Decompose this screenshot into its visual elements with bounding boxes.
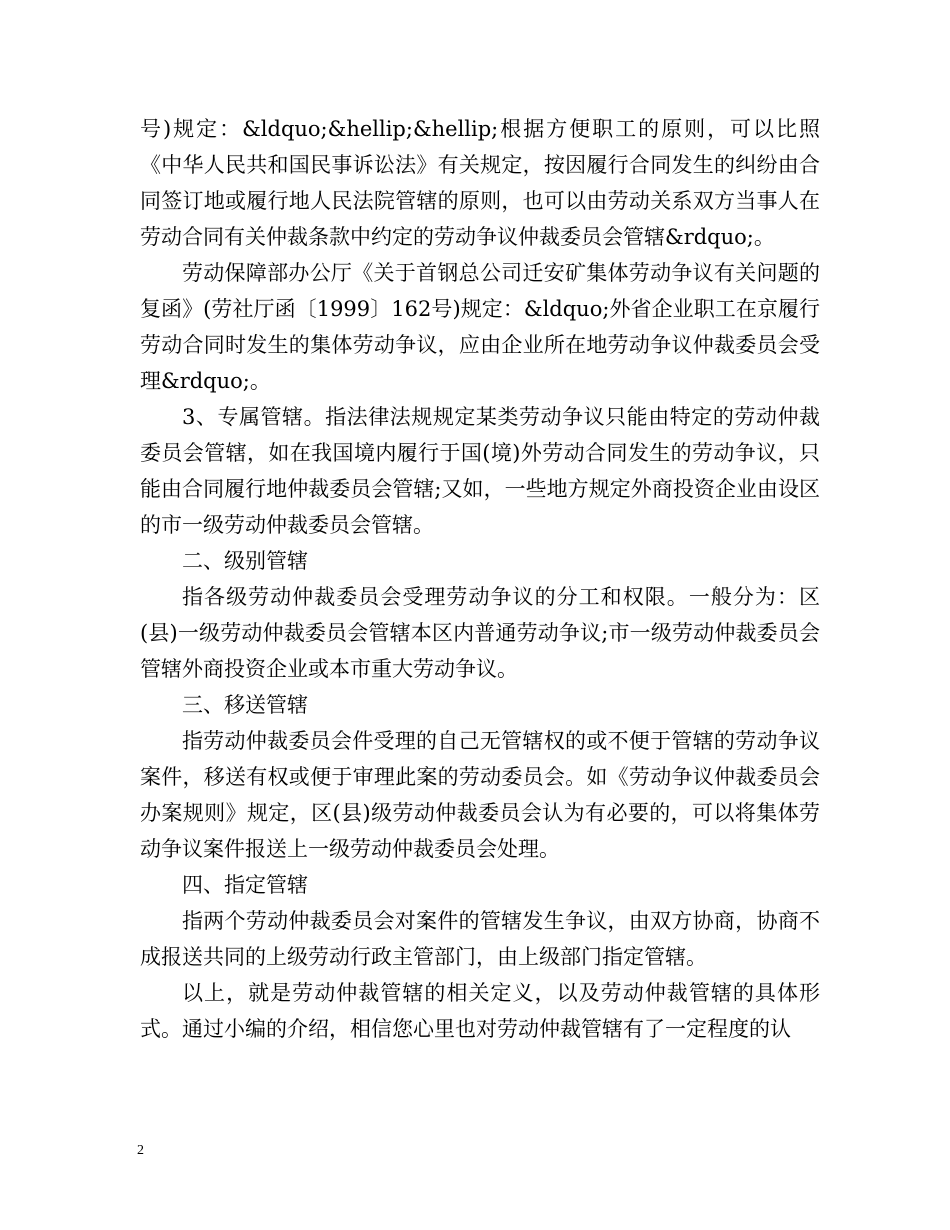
paragraph-10: 以上，就是劳动仲裁管辖的相关定义，以及劳动仲裁管辖的具体形式。通过小编的介绍，相信您心里也对劳动仲裁管辖有了一定程度的认: [140, 981, 820, 1041]
paragraph-7: 指劳动仲裁委员会件受理的自己无管辖权的或不便于管辖的劳动争议案件，移送有权或便于审理此案的劳动委员会。如《劳动争议仲裁委员会办案规则》规定，区(县)级劳动仲裁委员会认为有必要的，可以将集体劳动争议案件报送上一级劳动仲裁委员会处理。: [140, 729, 820, 861]
paragraph-9: 指两个劳动仲裁委员会对案件的管辖发生争议，由双方协商，协商不成报送共同的上级劳动行政主管部门，由上级部门指定管辖。: [140, 909, 820, 969]
paragraph-3: 3、专属管辖。指法律法规规定某类劳动争议只能由特定的劳动仲裁委员会管辖，如在我国境内履行于国(境)外劳动合同发生的劳动争议，只能由合同履行地仲裁委员会管辖;又如，一些地方规定外商投资企业由设区的市一级劳动仲裁委员会管辖。: [140, 405, 820, 537]
section-heading-level-jurisdiction: 二、级别管辖: [182, 549, 308, 573]
paragraph-2: 劳动保障部办公厅《关于首钢总公司迁安矿集体劳动争议有关问题的复函》(劳社厅函〔1999〕162号)规定：&ldquo;外省企业职工在京履行劳动合同时发生的集体劳动争议，应由企业所在地劳动争议仲裁委员会受理&rdquo;。: [140, 261, 820, 393]
section-heading-designated-jurisdiction: 四、指定管辖: [182, 873, 308, 897]
paragraph-5: 指各级劳动仲裁委员会受理劳动争议的分工和权限。一般分为：区(县)一级劳动仲裁委员会管辖本区内普通劳动争议;市一级劳动仲裁委员会管辖外商投资企业或本市重大劳动争议。: [140, 585, 820, 681]
document-body: [140, 111, 820, 1047]
section-heading-transfer-jurisdiction: 三、移送管辖: [182, 693, 308, 717]
paragraph-1: 号)规定：&ldquo;&hellip;&hellip;根据方便职工的原则，可以比照《中华人民共和国民事诉讼法》有关规定，按因履行合同发生的纠纷由合同签订地或履行地人民法院管辖的原则，也可以由劳动关系双方当事人在劳动合同有关仲裁条款中约定的劳动争议仲裁委员会管辖&rdquo;。: [140, 117, 820, 249]
page-number: 2: [137, 1143, 144, 1158]
